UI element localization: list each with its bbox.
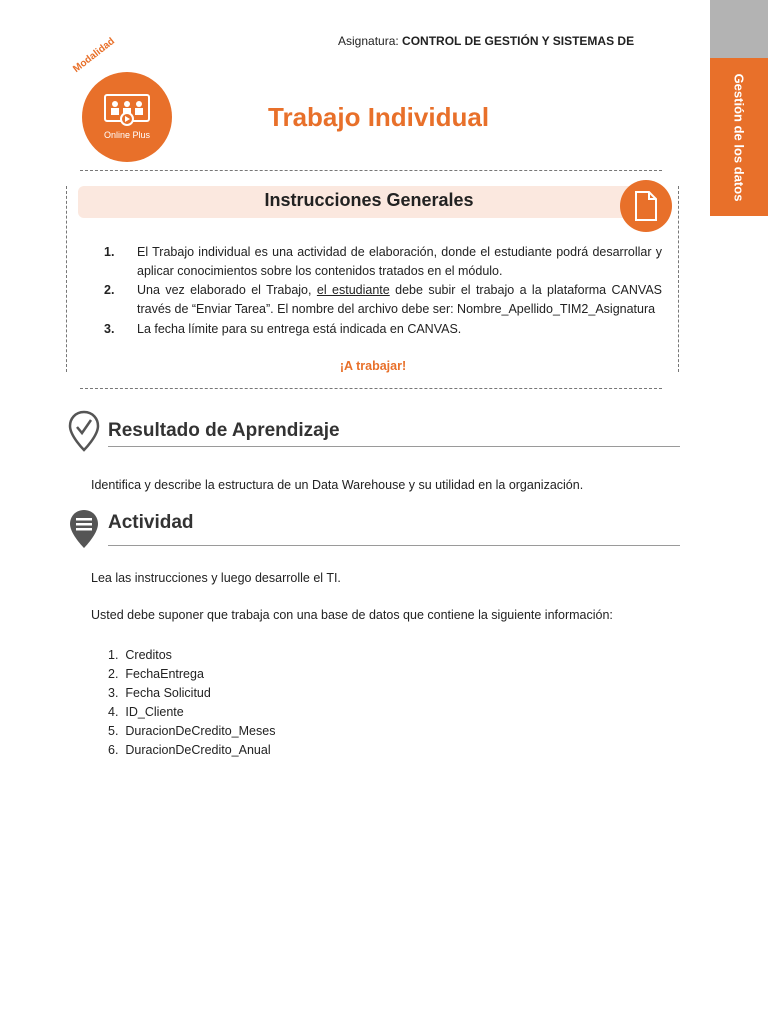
list-item: 1. Creditos — [108, 648, 172, 662]
instruction-text-3: La fecha límite para su entrega está indicada en CANVAS. — [137, 322, 462, 336]
instruction-text-2 — [137, 281, 662, 319]
field-name: DuracionDeCredito_Meses — [125, 724, 276, 738]
activity-intro: Lea las instrucciones y luego desarrolle el TI. — [91, 571, 341, 585]
checkmark-pin-icon — [68, 410, 100, 452]
learning-outcome-underline — [108, 446, 680, 447]
field-name: ID_Cliente — [125, 705, 184, 719]
modality-text: Modalidad — [71, 35, 117, 75]
box-right-border — [678, 186, 679, 372]
instruction-text-1: El Trabajo individual es una actividad de elaboración, donde el estudiante podrá desarrollar y aplicar conocimientos sobre los contenidos tratados en el módulo. — [137, 245, 662, 278]
instruction-number-2: 2. — [104, 283, 115, 297]
field-list — [108, 646, 275, 760]
instruction-2-post: debe subir el trabajo a la plataforma CANVAS través de “Enviar Tarea”. El nombre del archivo debe ser: Nombre_Apellido_TIM2_Asignatura — [137, 283, 662, 316]
divider-bottom — [80, 388, 662, 389]
list-pin-icon — [68, 508, 100, 550]
page-title: Trabajo Individual — [268, 102, 490, 132]
instruction-2-pre: Una vez elaborado el Trabajo, — [137, 283, 317, 297]
call-to-action: ¡A trabajar! — [339, 359, 407, 373]
instruction-2-underline: el estudiante — [316, 283, 390, 297]
side-tab-grey — [710, 0, 768, 58]
field-name: DuracionDeCredito_Anual — [125, 743, 271, 757]
list-item: 3. Fecha Solicitud — [108, 686, 211, 700]
subject-label: Asignatura: — [338, 34, 403, 48]
badge-label: Online Plus — [103, 130, 151, 140]
list-item: 6. DuracionDeCredito_Anual — [108, 743, 271, 757]
field-name: FechaEntrega — [125, 667, 204, 681]
box-left-border — [66, 186, 67, 372]
list-item: 2. FechaEntrega — [108, 667, 204, 681]
subject-line — [338, 34, 634, 48]
divider-top — [80, 170, 662, 171]
field-name: Fecha Solicitud — [125, 686, 211, 700]
activity-context: Usted debe suponer que trabaja con una base de datos que contiene la siguiente información: — [91, 608, 613, 622]
side-tab-label-wrap — [710, 58, 768, 216]
field-name: Creditos — [125, 648, 172, 662]
side-tab-label: Gestión de los datos — [731, 73, 747, 201]
document-icon — [634, 190, 658, 222]
instruction-number-1: 1. — [104, 245, 115, 259]
subject-value: CONTROL DE GESTIÓN Y SISTEMAS DE — [402, 34, 635, 48]
instructions-title: Instrucciones Generales — [264, 190, 474, 210]
list-item: 4. ID_Cliente — [108, 705, 184, 719]
learning-outcome-text: Identifica y describe la estructura de un Data Warehouse y su utilidad en la organización. — [91, 478, 584, 492]
instruction-number-3: 3. — [104, 322, 115, 336]
activity-title: Actividad — [108, 512, 194, 533]
learning-outcome-title: Resultado de Aprendizaje — [108, 420, 340, 441]
activity-underline — [108, 545, 680, 546]
online-class-icon — [102, 92, 152, 128]
list-item: 5. DuracionDeCredito_Meses — [108, 724, 276, 738]
